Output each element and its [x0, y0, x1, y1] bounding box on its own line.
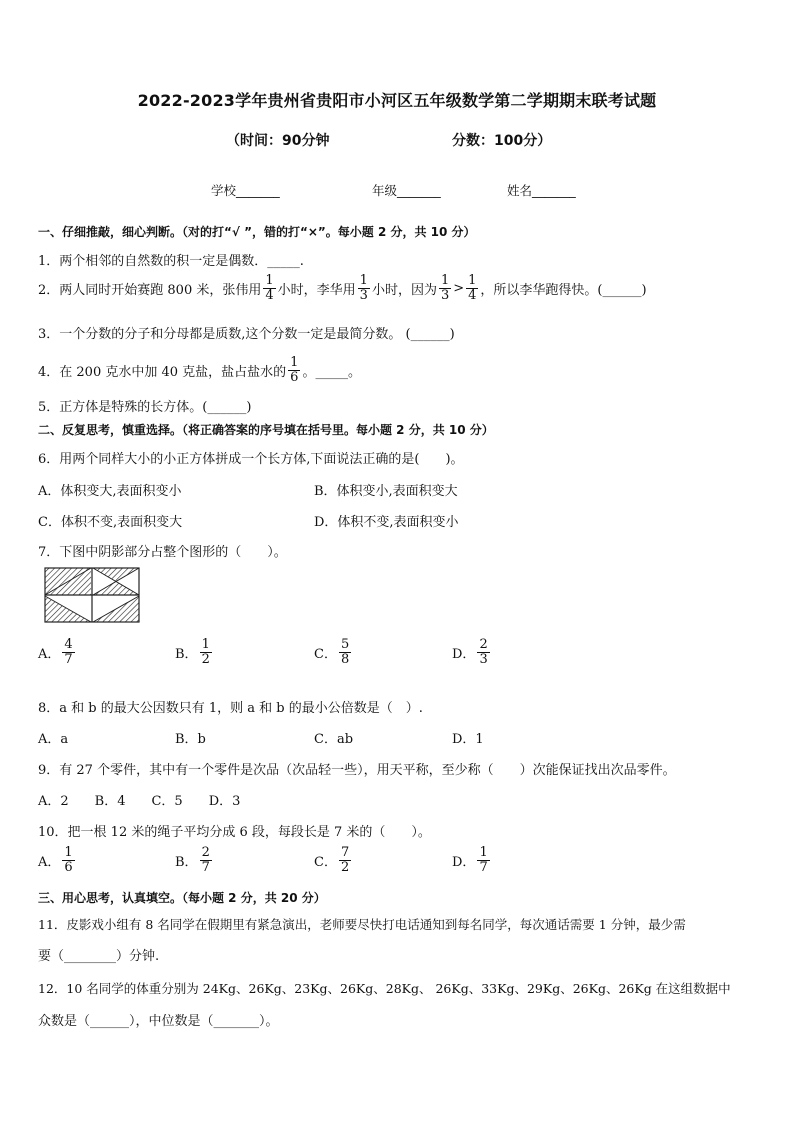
shaded-triangle — [93, 568, 139, 581]
q10-option-d: D． $\frac{1}{7}$ — [452, 845, 488, 875]
q2-text-d: ，所以李华跑得快。(______) — [480, 282, 647, 298]
q2-fraction-2: $\frac{1}{3}$ — [359, 273, 368, 303]
question-9: 9．有 27 个零件，其中有一个零件是次品（次品轻一些），用天平称，至少称（ ）次能保证找出次品零件。 — [38, 763, 676, 778]
q4-text-a: 4．在 200 克水中加 40 克盐，盐占盐水的 — [38, 364, 287, 380]
q2-text-a: 2．两人同时开始赛跑 800 米，张伟用 — [38, 282, 262, 298]
question-12-line-2: 众数是（______），中位数是（_______）。 — [38, 1014, 279, 1029]
school-field: 学校_______ — [211, 183, 280, 198]
question-10: 10．把一根 12 米的绳子平均分成 6 段，每段长是 7 米的（ ）。 — [38, 825, 431, 840]
question-3: 3．一个分数的分子和分母都是质数,这个分数一定是最简分数。 (______) — [38, 327, 455, 342]
question-1: 1．两个相邻的自然数的积一定是偶数．_____. — [38, 254, 304, 269]
q4-text-b: 。_____。 — [302, 364, 361, 380]
section-3-heading: 三、用心思考，认真填空。（每小题 2 分，共 20 分） — [38, 891, 326, 905]
q2-fraction-4: $\frac{1}{4}$ — [468, 273, 477, 303]
q9-options: A．2 B．4 C．5 D．3 — [38, 794, 241, 809]
section-2-heading: 二、反复思考，慎重选择。（将正确答案的序号填在括号里。每小题 2 分，共 10 分） — [38, 423, 494, 437]
q8-option-b: B．b — [175, 732, 206, 747]
q2-gt: > — [453, 280, 465, 296]
q7-option-c: C． $\frac{5}{8}$ — [314, 637, 350, 667]
name-field: 姓名_______ — [507, 183, 576, 198]
grade-field: 年级_______ — [372, 183, 441, 198]
exam-time: （时间：90分钟 — [226, 133, 330, 149]
question-11-line-1: 11．皮影戏小组有 8 名同学在假期里有紧急演出，老师要尽快打电话通知到每名同学，每次通话需要 1 分钟，最少需 — [38, 917, 686, 932]
question-8: 8．a 和 b 的最大公因数只有 1，则 a 和 b 的最小公倍数是（ ）. — [38, 701, 423, 716]
q7-option-d: D． $\frac{2}{3}$ — [452, 637, 488, 667]
q7-option-b: B． $\frac{1}{2}$ — [175, 637, 210, 667]
exam-score: 分数：100分） — [452, 133, 552, 149]
q2-text-b: 小时，李华用 — [277, 282, 356, 298]
shaded-triangle — [93, 581, 139, 595]
q6-option-d: D．体积不变,表面积变小 — [314, 515, 459, 530]
q8-option-a: A．a — [38, 732, 69, 747]
q6-option-c: C．体积不变,表面积变大 — [38, 515, 183, 530]
q10-option-b: B． $\frac{2}{7}$ — [175, 845, 210, 875]
q8-option-c: C．ab — [314, 732, 354, 747]
page-title: 2022-2023学年贵州省贵阳市小河区五年级数学第二学期期末联考试题 — [137, 91, 657, 110]
q8-option-d: D．1 — [452, 732, 484, 747]
question-11-line-2: 要（________）分钟. — [38, 949, 160, 964]
q6-option-a: A．体积变大,表面积变小 — [38, 484, 182, 499]
question-2 — [38, 274, 647, 302]
question-7: 7．下图中阴影部分占整个图形的（ ）。 — [38, 545, 287, 560]
q7-figure — [44, 567, 140, 623]
q4-fraction: $\frac{1}{6}$ — [290, 355, 299, 385]
question-6: 6．用两个同样大小的小正方体拼成一个长方体,下面说法正确的是( )。 — [38, 452, 464, 467]
question-12-line-1: 12．10 名同学的体重分别为 24Kg、26Kg、23Kg、26Kg、28Kg、 26Kg、33Kg、29Kg、26Kg、26Kg 在这组数据中 — [38, 981, 731, 996]
q2-fraction-3: $\frac{1}{3}$ — [440, 273, 450, 303]
question-4 — [38, 356, 361, 384]
q2-fraction-1: $\frac{1}{4}$ — [265, 273, 274, 303]
section-1-heading: 一、仔细推敲，细心判断。（对的打“√ ”，错的打“×”。每小题 2 分，共 10 分） — [38, 225, 476, 239]
q2-text-c: 小时，因为 — [371, 282, 437, 298]
q10-option-c: C． $\frac{7}{2}$ — [314, 845, 350, 875]
question-5: 5．正方体是特殊的长方体。(______) — [38, 400, 252, 415]
q10-option-a: A． $\frac{1}{6}$ — [38, 845, 73, 875]
q7-option-a: A． $\frac{4}{7}$ — [38, 637, 73, 667]
q6-option-b: B．体积变小,表面积变大 — [314, 484, 458, 499]
